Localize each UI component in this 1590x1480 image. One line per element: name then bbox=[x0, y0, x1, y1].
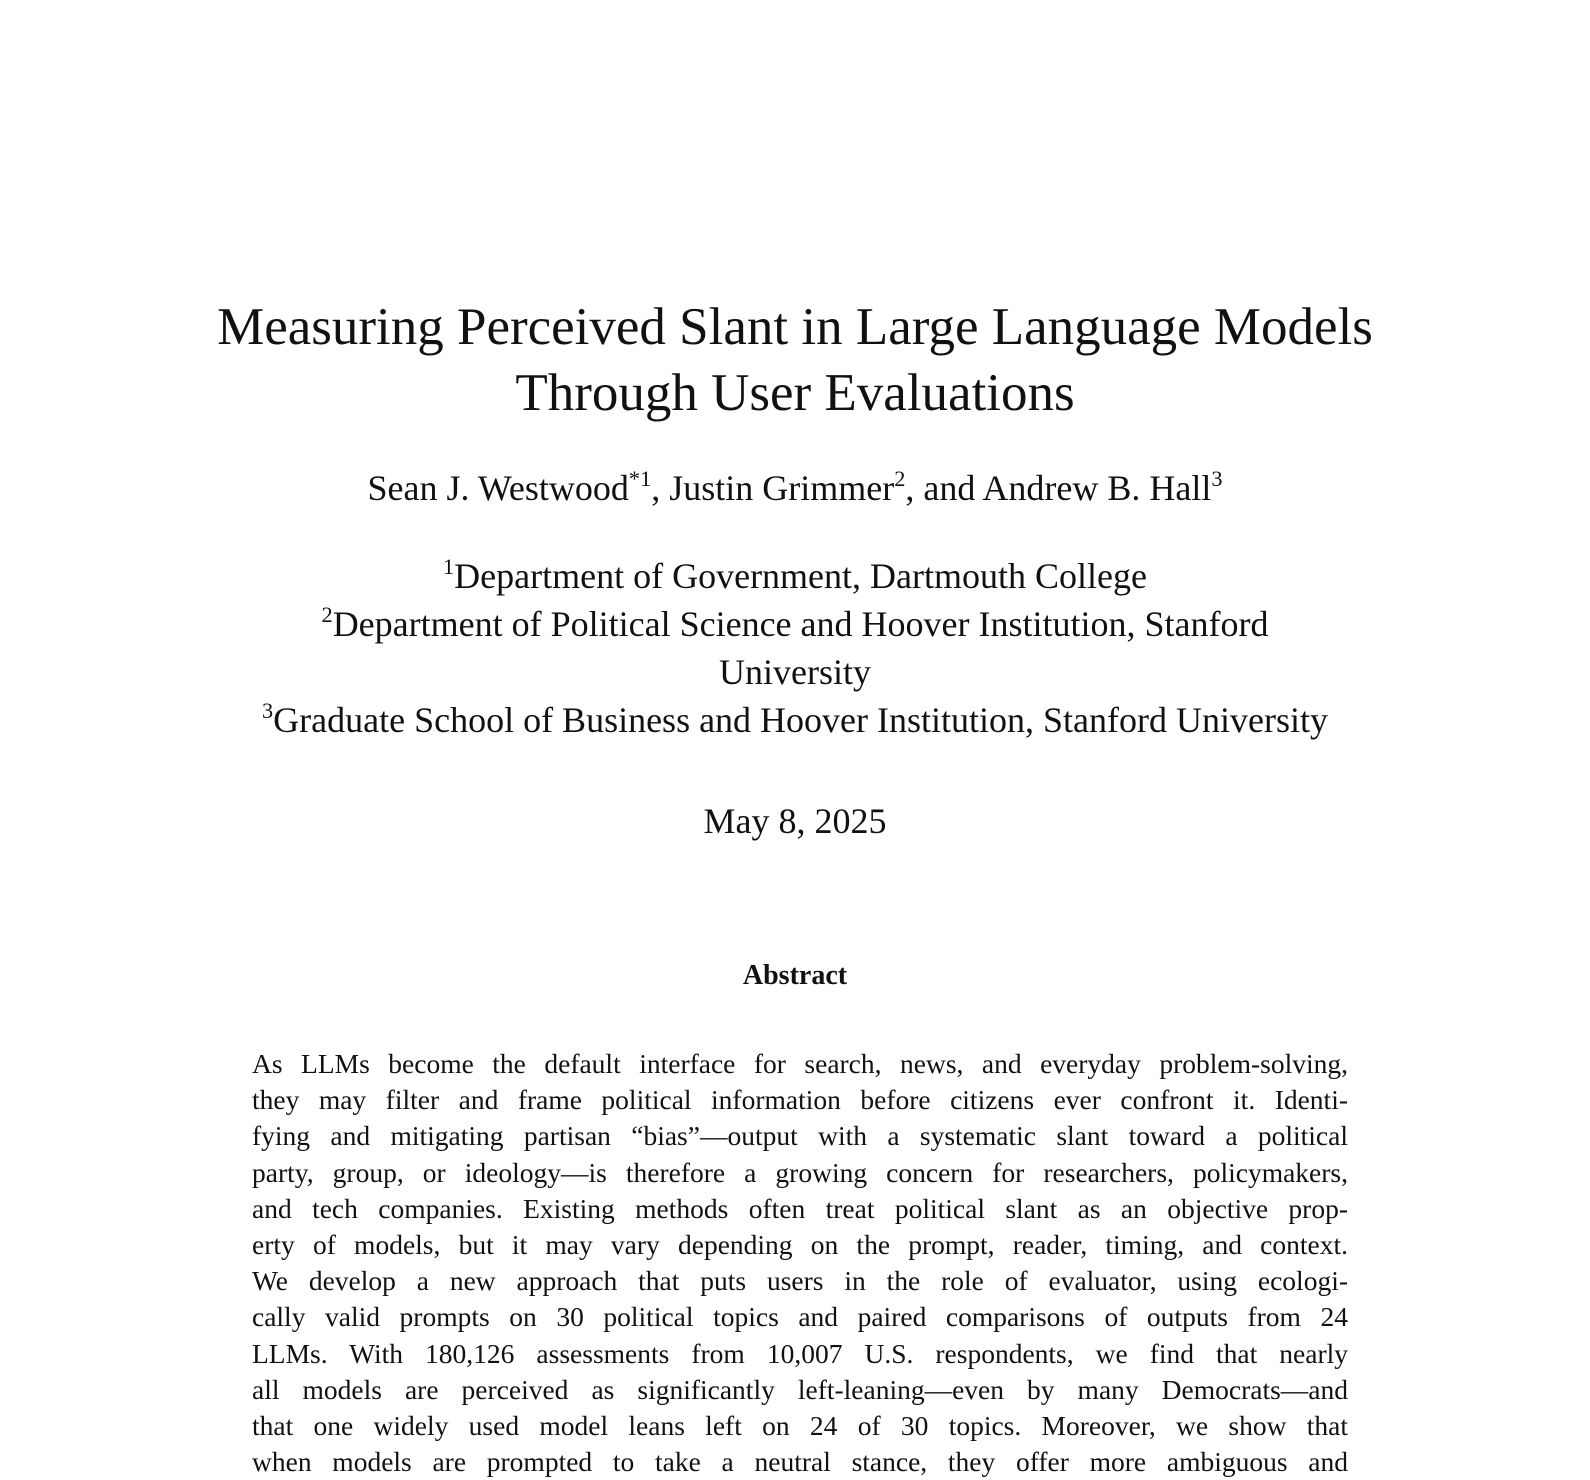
affiliation-mark: 2 bbox=[321, 602, 333, 628]
abstract-line: cally valid prompts on 30 political topics and paired comparisons of outputs from 24 bbox=[252, 1301, 1348, 1333]
affiliation-line bbox=[0, 552, 1590, 600]
author-list bbox=[0, 466, 1590, 510]
abstract-line: As LLMs become the default interface for search, news, and everyday problem-solving, bbox=[252, 1048, 1348, 1079]
abstract-line: party, group, or ideology—is therefore a growing concern for researchers, policymakers, bbox=[252, 1156, 1348, 1188]
affiliation-line bbox=[0, 648, 1590, 696]
abstract-line: and tech companies. Existing methods often treat political slant as an objective prop- bbox=[252, 1192, 1348, 1224]
affiliation-text: Department of Government, Dartmouth College bbox=[454, 556, 1147, 596]
author-separator: , and bbox=[905, 468, 983, 508]
author-affiliation-mark: 3 bbox=[1211, 466, 1223, 492]
abstract-line: erty of models, but it may vary depending on the prompt, reader, timing, and context. bbox=[252, 1229, 1348, 1261]
affiliation-line bbox=[0, 600, 1590, 648]
author-name: Sean J. Westwood bbox=[367, 468, 629, 508]
author-name: Justin Grimmer bbox=[669, 468, 895, 508]
affiliation-list bbox=[0, 552, 1590, 744]
publication-date: May 8, 2025 bbox=[703, 801, 887, 841]
abstract-heading: Abstract bbox=[742, 960, 848, 991]
affiliation-line bbox=[0, 696, 1590, 744]
abstract-line: they may filter and frame political information before citizens ever confront it. Identi- bbox=[252, 1084, 1348, 1116]
affiliation-text: Graduate School of Business and Hoover Institution, Stanford University bbox=[273, 700, 1328, 740]
affiliation-mark: 1 bbox=[443, 554, 455, 580]
author-affiliation-mark: *1 bbox=[628, 466, 652, 492]
paper-title-line-1: Measuring Perceived Slant in Large Language Models bbox=[217, 298, 1373, 356]
author-affiliation-mark: 2 bbox=[894, 466, 906, 492]
affiliation-text: University bbox=[719, 652, 871, 692]
paper-title bbox=[0, 294, 1590, 426]
author-name: Andrew B. Hall bbox=[982, 468, 1212, 508]
paper-title-line-2: Through User Evaluations bbox=[515, 364, 1075, 422]
affiliation-mark: 3 bbox=[261, 698, 274, 724]
affiliation-text: Department of Political Science and Hoover Institution, Stanford bbox=[332, 604, 1269, 644]
abstract-body bbox=[252, 1046, 1348, 1480]
abstract-line: when models are prompted to take a neutral stance, they offer more ambiguous and bbox=[252, 1446, 1348, 1478]
abstract-line: that one widely used model leans left on 24 of 30 topics. Moreover, we show that bbox=[252, 1410, 1348, 1442]
abstract-line: all models are perceived as significantly left-leaning—even by many Democrats—and bbox=[252, 1373, 1348, 1405]
author-separator: , bbox=[651, 468, 670, 508]
abstract-line: LLMs. With 180,126 assessments from 10,007 U.S. respondents, we find that nearly bbox=[252, 1337, 1348, 1369]
abstract-line: fying and mitigating partisan “bias”—output with a systematic slant toward a political bbox=[252, 1120, 1348, 1152]
abstract-line: We develop a new approach that puts users in the role of evaluator, using ecologi- bbox=[252, 1265, 1348, 1297]
